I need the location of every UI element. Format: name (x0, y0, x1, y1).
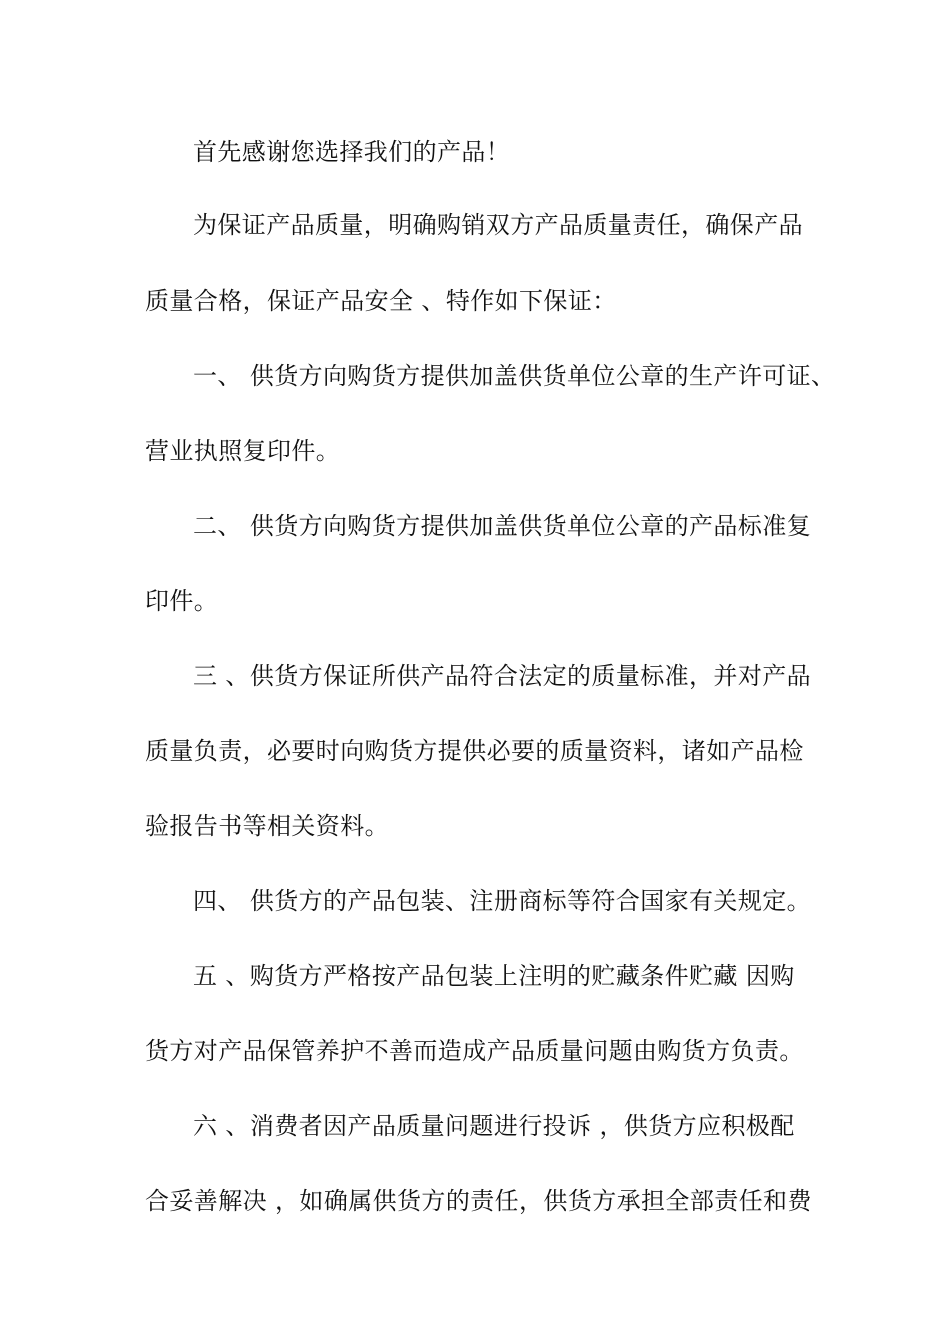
paragraph-intro-line: 首先感谢您选择我们的产品！ (193, 138, 511, 166)
clause-3-line-1: 三 、供货方保证所供产品符合法定的质量标准，并对产品 (193, 662, 812, 690)
clause-5-line-1: 五 、购货方严格按产品包装上注明的贮藏条件贮藏 因购 (193, 962, 795, 990)
paragraph-purpose-line-1: 为保证产品质量，明确购销双方产品质量责任，确保产品 (193, 211, 803, 239)
clause-2-line-2: 印件。 (145, 587, 219, 615)
paragraph-purpose-line-2: 质量合格，保证产品安全 、特作如下保证： (145, 287, 617, 315)
clause-1-line-1: 一、 供货方向购货方提供加盖供货单位公章的生产许可证、 (193, 362, 836, 390)
clause-3-line-2: 质量负责，必要时向购货方提供必要的质量资料，诸如产品检 (145, 737, 804, 765)
clause-4-line-1: 四、 供货方的产品包装、注册商标等符合国家有关规定。 (193, 887, 812, 915)
clause-6-line-2: 合妥善解决 ，如确属供货方的责任，供货方承担全部责任和费 (145, 1187, 812, 1215)
clause-6-line-1: 六 、消费者因产品质量问题进行投诉 ，供货方应积极配 (193, 1112, 795, 1140)
clause-5-line-2: 货方对产品保管养护不善而造成产品质量问题由购货方负责。 (145, 1037, 804, 1065)
clause-2-line-1: 二、 供货方向购货方提供加盖供货单位公章的产品标准复 (193, 512, 812, 540)
clause-1-line-2: 营业执照复印件。 (145, 437, 341, 465)
clause-3-line-3: 验报告书等相关资料。 (145, 812, 389, 840)
